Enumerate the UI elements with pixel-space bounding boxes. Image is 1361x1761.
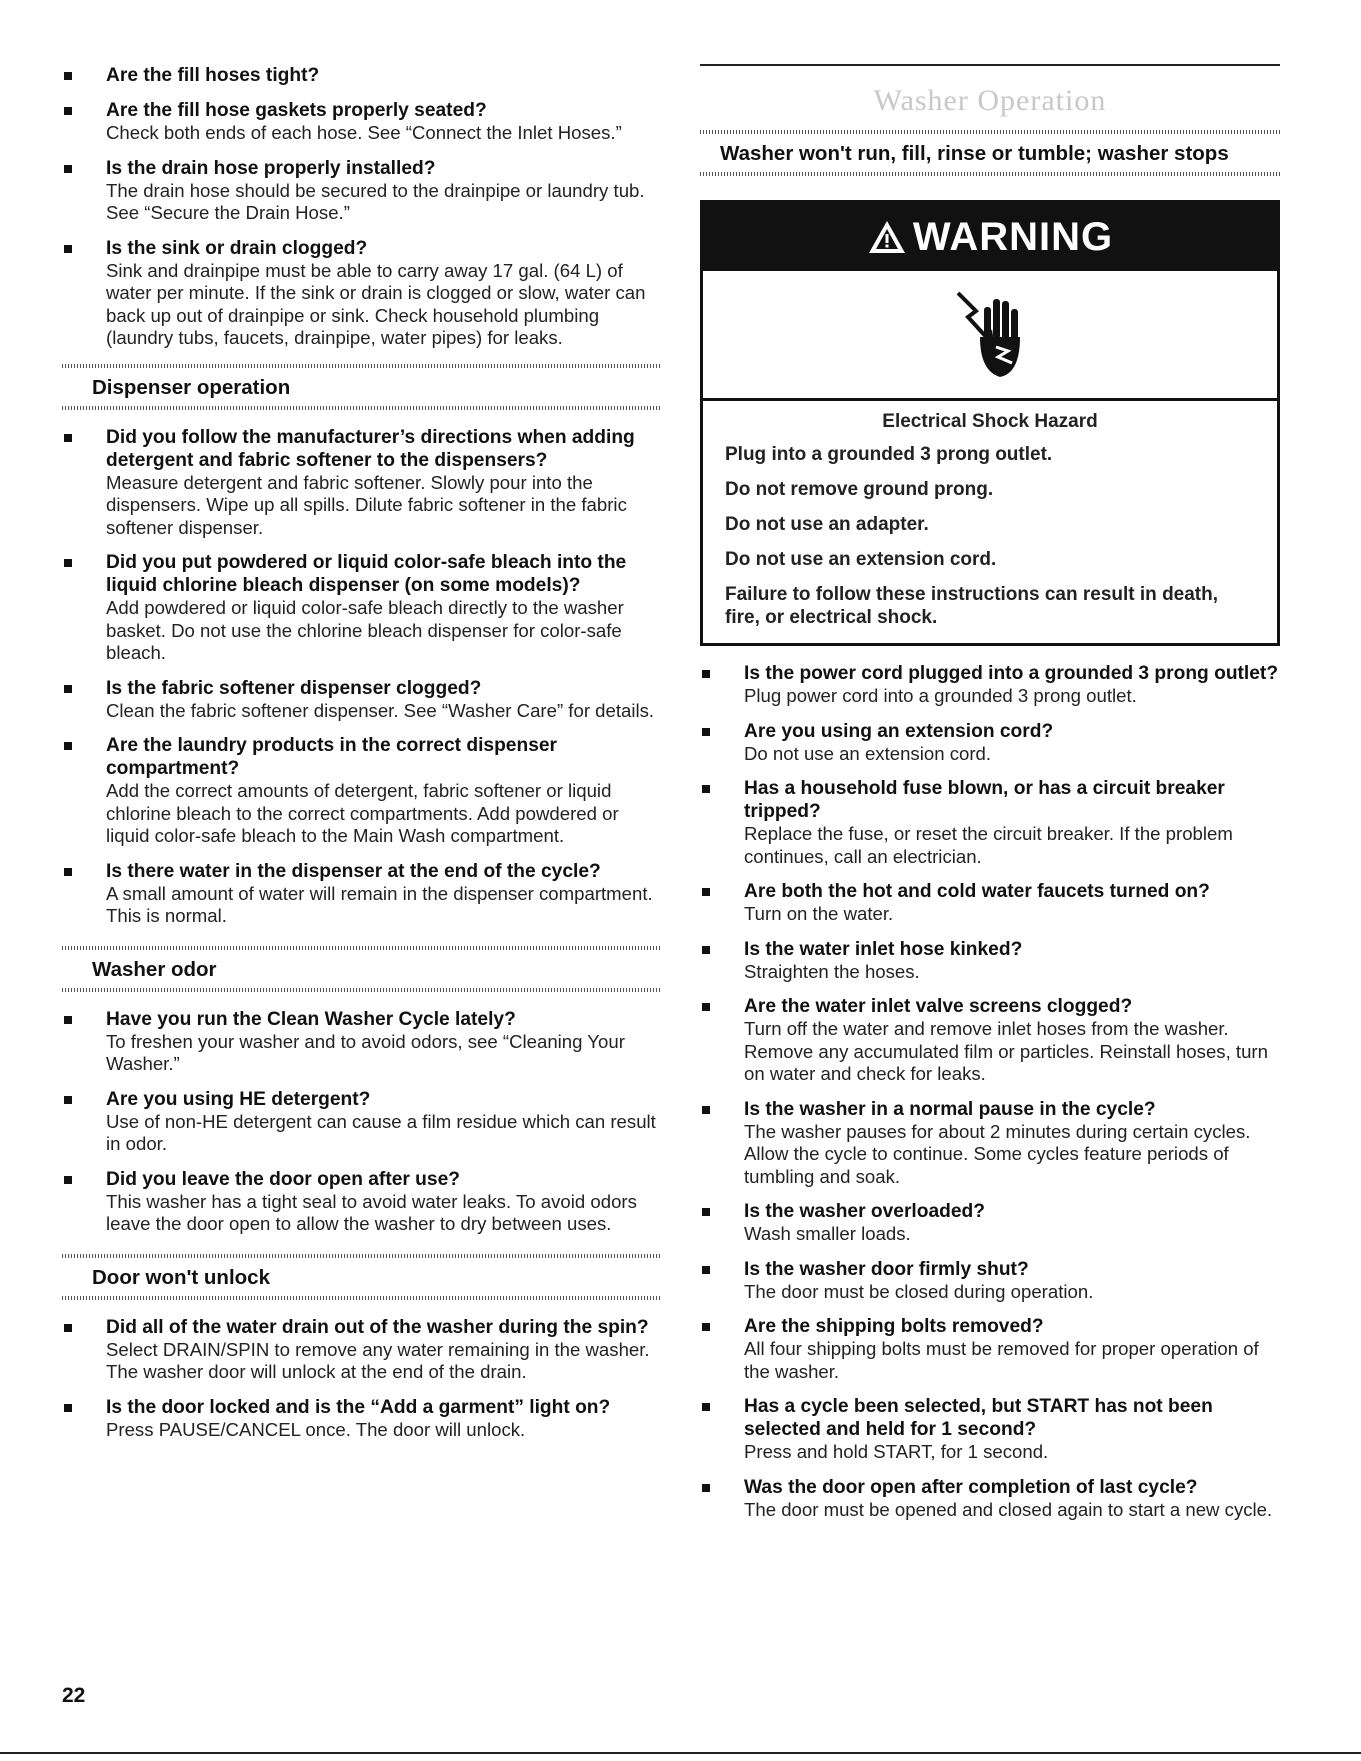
square-bullet-icon [64, 72, 72, 80]
warning-body [703, 401, 1277, 643]
square-bullet-icon [64, 1404, 72, 1412]
item-answer: The drain hose should be secured to the drainpipe or laundry tub. See “Secure the Drain Hose.” [106, 179, 645, 223]
item-question: Are the fill hoses tight? [106, 65, 320, 86]
list-item [62, 1396, 662, 1442]
square-bullet-icon [64, 1096, 72, 1104]
left-sections [62, 364, 662, 1442]
warning-line: Do not remove ground prong. [725, 479, 994, 500]
item-answer: The door must be opened and closed again to start a new cycle. [744, 1498, 1273, 1520]
list-item [700, 720, 1280, 766]
section-list [62, 1008, 662, 1236]
washer-wont-run-title: Washer won't run, fill, rinse or tumble; washer stops [720, 142, 1229, 165]
item-answer: Select DRAIN/SPIN to remove any water remaining in the washer. The washer door will unlock at the end of the drain. [106, 1338, 650, 1382]
list-item [700, 662, 1280, 708]
list-item [700, 938, 1280, 984]
list-item [62, 677, 662, 723]
right-list [700, 662, 1280, 1521]
square-bullet-icon [64, 245, 72, 253]
warning-banner [703, 203, 1277, 271]
item-question: Is the sink or drain clogged? [106, 237, 368, 259]
section-title: Door won't unlock [92, 1265, 270, 1289]
warning-line: Plug into a grounded 3 prong outlet. [725, 444, 1053, 465]
item-question: Did all of the water drain out of the washer during the spin? [106, 1316, 649, 1338]
item-question: Are the water inlet valve screens clogged? [744, 996, 1133, 1017]
square-bullet-icon [702, 728, 710, 736]
item-answer: Press and hold START, for 1 second. [744, 1441, 1049, 1462]
item-answer: Add powdered or liquid color-safe bleach directly to the washer basket. Do not use the chlorine bleach dispenser for color-safe bleach. [106, 597, 624, 663]
item-question: Is the door locked and is the “Add a garment” light on? [106, 1396, 611, 1418]
warning-line: Do not use an extension cord. [725, 549, 997, 570]
list-item [700, 995, 1280, 1086]
list-item [62, 860, 662, 928]
square-bullet-icon [702, 1106, 710, 1114]
item-question: Was the door open after completion of last cycle? [744, 1476, 1198, 1498]
list-item [62, 1088, 662, 1156]
item-question: Did you follow the manufacturer’s directions when adding detergent and fabric softener to the dispensers? [106, 426, 635, 471]
square-bullet-icon [702, 946, 710, 954]
item-question: Are you using an extension cord? [744, 720, 1054, 742]
item-question: Are the laundry products in the correct dispenser compartment? [106, 735, 558, 779]
item-question: Is the washer door firmly shut? [744, 1258, 1029, 1280]
list-item [62, 1316, 662, 1384]
list-item [700, 880, 1280, 926]
item-question: Did you put powdered or liquid color-safe bleach into the liquid chlorine bleach dispenser (on some models)? [106, 552, 627, 596]
list-item [700, 1395, 1280, 1464]
electric-shock-hand-icon [950, 285, 1030, 385]
square-bullet-icon [64, 685, 72, 693]
list-item [700, 1315, 1280, 1383]
section-title: Dispenser operation [92, 375, 291, 399]
washer-operation-heading: Washer Operation [873, 84, 1107, 117]
item-answer: Clean the fabric softener dispenser. See “Washer Care” for details. [106, 699, 655, 721]
item-question: Is the fabric softener dispenser clogged? [106, 677, 482, 699]
left-column [62, 64, 662, 1453]
warning-word: WARNING [912, 214, 1114, 259]
item-question: Have you run the Clean Washer Cycle lately? [106, 1008, 516, 1030]
warning-line: Do not use an adapter. [725, 514, 929, 535]
list-item [62, 426, 662, 540]
square-bullet-icon [64, 434, 72, 442]
shock-icon-row [703, 271, 1277, 401]
hazard-title: Electrical Shock Hazard [882, 411, 1098, 432]
item-question: Did you leave the door open after use? [106, 1168, 460, 1190]
list-item [700, 1200, 1280, 1246]
item-answer: Use of non-HE detergent can cause a film residue which can result in odor. [106, 1110, 656, 1154]
square-bullet-icon [64, 868, 72, 876]
item-question: Has a cycle been selected, but START has not been selected and held for 1 second? [744, 1396, 1213, 1440]
item-answer: A small amount of water will remain in the dispenser compartment. This is normal. [106, 882, 653, 926]
item-question: Are both the hot and cold water faucets turned on? [744, 881, 1210, 902]
item-question: Are you using HE detergent? [106, 1088, 371, 1110]
square-bullet-icon [702, 1323, 710, 1331]
item-question: Are the fill hose gaskets properly seated? [106, 100, 487, 121]
list-item [62, 157, 662, 225]
top-rule [700, 64, 1280, 66]
square-bullet-icon [64, 559, 72, 567]
item-question: Is the drain hose properly installed? [106, 157, 436, 179]
item-question: Is the water inlet hose kinked? [744, 938, 1023, 960]
list-item [700, 1258, 1280, 1304]
square-bullet-icon [64, 1324, 72, 1332]
section-list [62, 426, 662, 928]
item-answer: All four shipping bolts must be removed for proper operation of the washer. [744, 1338, 1259, 1382]
list-item [700, 1476, 1280, 1522]
intro-list [62, 64, 662, 350]
item-question: Is the power cord plugged into a grounded 3 prong outlet? [744, 663, 1279, 684]
square-bullet-icon [702, 1266, 710, 1274]
section-title: Washer odor [92, 957, 217, 981]
page-number: 22 [62, 1684, 86, 1707]
item-answer: Replace the fuse, or reset the circuit breaker. If the problem continues, call an electrician. [744, 823, 1233, 867]
right-column [700, 64, 1280, 1533]
item-answer: To freshen your washer and to avoid odors, see “Cleaning Your Washer.” [106, 1030, 625, 1074]
item-answer: Do not use an extension cord. [744, 742, 992, 764]
item-question: Is the washer overloaded? [744, 1201, 985, 1222]
list-item [700, 777, 1280, 868]
bottom-rule [0, 1752, 1361, 1754]
item-question: Is there water in the dispenser at the end of the cycle? [106, 860, 601, 882]
square-bullet-icon [702, 1484, 710, 1492]
hatch-rule [62, 1296, 662, 1300]
item-answer: Plug power cord into a grounded 3 prong outlet. [744, 685, 1137, 706]
list-item [62, 99, 662, 145]
item-answer: Add the correct amounts of detergent, fabric softener or liquid chlorine bleach to the correct compartments. Add powdered or liquid color-safe bleach to the Main Wash compartment. [106, 780, 619, 846]
warning-lines [725, 443, 1255, 629]
section-header [62, 364, 662, 410]
list-item [700, 1098, 1280, 1189]
item-answer: Check both ends of each hose. See “Connect the Inlet Hoses.” [106, 122, 622, 143]
item-question: Is the washer in a normal pause in the cycle? [744, 1098, 1156, 1120]
square-bullet-icon [64, 107, 72, 115]
square-bullet-icon [702, 670, 710, 678]
item-answer: Turn on the water. [744, 903, 894, 924]
list-item [62, 1168, 662, 1236]
item-question: Has a household fuse blown, or has a circuit breaker tripped? [744, 778, 1225, 822]
item-answer: This washer has a tight seal to avoid water leaks. To avoid odors leave the door open to allow the washer to dry between uses. [106, 1190, 637, 1234]
section-header [62, 946, 662, 992]
list-item [62, 551, 662, 665]
square-bullet-icon [702, 1403, 710, 1411]
hatch-rule [62, 406, 662, 410]
warning-line: Failure to follow these instructions can result in death, fire, or electrical shock. [725, 584, 1219, 628]
item-answer: Measure detergent and fabric softener. Slowly pour into the dispensers. Wipe up all spills. Dilute fabric softener in the fabric softener dispenser. [106, 471, 627, 538]
item-answer: Wash smaller loads. [744, 1223, 911, 1244]
square-bullet-icon [64, 1016, 72, 1024]
list-item [62, 734, 662, 848]
warning-box [700, 200, 1280, 646]
hatch-rule [700, 172, 1280, 176]
list-item [62, 64, 662, 87]
square-bullet-icon [64, 742, 72, 750]
item-answer: The washer pauses for about 2 minutes during certain cycles. Allow the cycle to continue. Some cycles feature periods of tumbling and soak. [744, 1120, 1251, 1187]
item-answer: The door must be closed during operation. [744, 1280, 1094, 1302]
item-answer: Straighten the hoses. [744, 960, 920, 982]
section-header [62, 1254, 662, 1300]
warning-triangle-icon [867, 219, 907, 255]
list-item [62, 1008, 662, 1076]
square-bullet-icon [64, 165, 72, 173]
square-bullet-icon [702, 1208, 710, 1216]
item-answer: Press PAUSE/CANCEL once. The door will unlock. [106, 1418, 526, 1440]
item-question: Are the shipping bolts removed? [744, 1316, 1044, 1337]
list-item [62, 237, 662, 350]
square-bullet-icon [702, 785, 710, 793]
section-list [62, 1316, 662, 1442]
item-answer: Sink and drainpipe must be able to carry away 17 gal. (64 L) of water per minute. If the sink or drain is clogged or slow, water can back up out of drainpipe or sink. Check household plumbing (laundry tubs, faucets, drainpipe, water pipes) for leaks. [106, 259, 646, 348]
item-answer: Turn off the water and remove inlet hoses from the washer. Remove any accumulated film or particles. Reinstall hoses, turn on water and check for leaks. [744, 1018, 1268, 1084]
square-bullet-icon [702, 888, 710, 896]
square-bullet-icon [702, 1003, 710, 1011]
hatch-rule [62, 988, 662, 992]
square-bullet-icon [64, 1176, 72, 1184]
